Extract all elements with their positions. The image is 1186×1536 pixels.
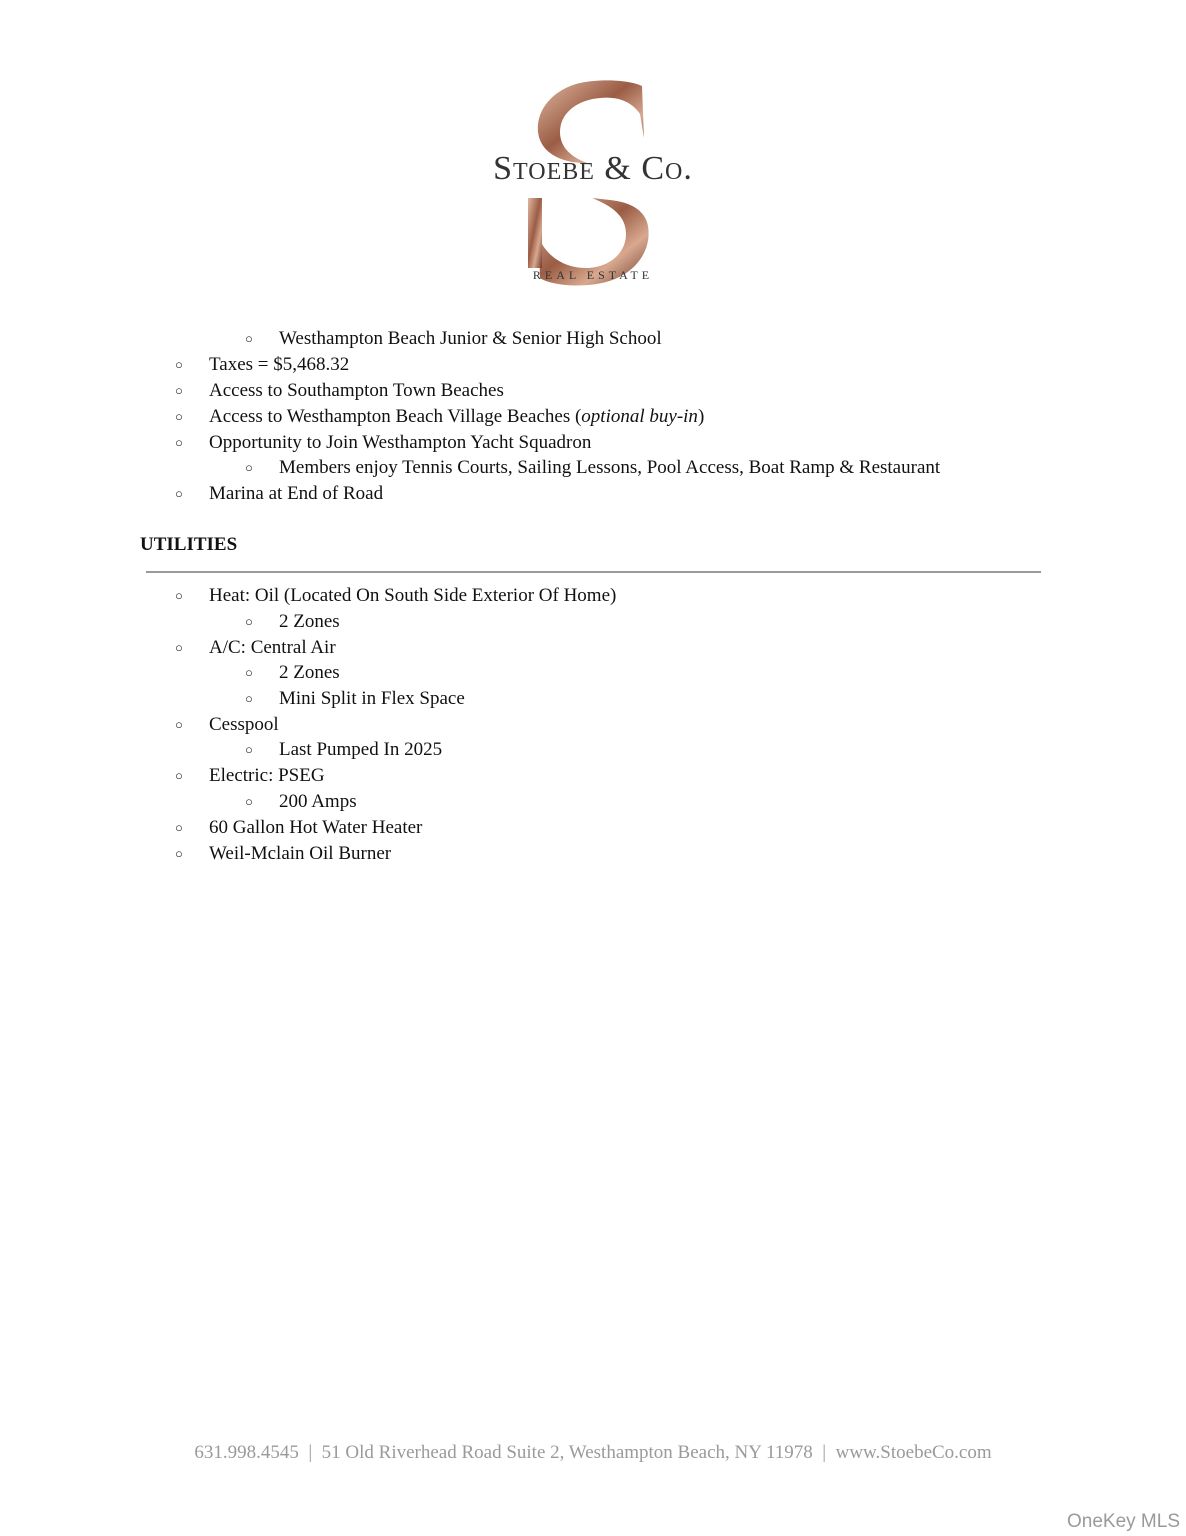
list-item: ○ 60 Gallon Hot Water Heater xyxy=(0,815,1186,841)
list-item: ○ Access to Southampton Town Beaches xyxy=(0,378,1186,404)
list-item: ○ Weil-Mclain Oil Burner xyxy=(0,841,1186,867)
list-item: ○ Access to Westhampton Beach Village Beaches (optional buy-in) xyxy=(0,404,1186,430)
bullet-icon: ○ xyxy=(245,794,253,809)
mls-watermark: OneKey MLS xyxy=(1067,1511,1180,1532)
bullet-icon: ○ xyxy=(175,846,183,861)
list-item: ○ Electric: PSEG xyxy=(0,763,1186,789)
bullet-icon: ○ xyxy=(175,357,183,372)
bullet-icon: ○ xyxy=(245,665,253,680)
bullet-icon: ○ xyxy=(245,460,253,475)
list-item: ○ Marina at End of Road xyxy=(0,481,1186,507)
logo-subtitle: REAL ESTATE xyxy=(532,268,654,282)
list-item: ○ Cesspool xyxy=(0,712,1186,738)
logo-company-name: Stoebe & Co. xyxy=(493,150,693,187)
bullet-icon: ○ xyxy=(175,768,183,783)
list-item: ○ Westhampton Beach Junior & Senior High School xyxy=(0,326,1186,352)
list-item: ○ Opportunity to Join Westhampton Yacht Squadron xyxy=(0,430,1186,456)
page-footer: 631.998.4545 | 51 Old Riverhead Road Suite 2, Westhampton Beach, NY 11978 | www.StoebeCo.com xyxy=(194,1442,992,1463)
bullet-icon: ○ xyxy=(175,717,183,732)
list-item: ○ A/C: Central Air xyxy=(0,635,1186,661)
bullet-icon: ○ xyxy=(175,435,183,450)
bullet-icon: ○ xyxy=(175,588,183,603)
bullet-icon: ○ xyxy=(175,486,183,501)
list-item: ○ Heat: Oil (Located On South Side Exterior Of Home) xyxy=(0,583,1186,609)
list-item: ○ 2 Zones xyxy=(0,660,1186,686)
bullet-icon: ○ xyxy=(245,614,253,629)
list-item: ○ Last Pumped In 2025 xyxy=(0,737,1186,763)
bullet-icon: ○ xyxy=(175,820,183,835)
bullet-icon: ○ xyxy=(245,331,253,346)
bullet-icon: ○ xyxy=(175,383,183,398)
list-item: ○ Members enjoy Tennis Courts, Sailing Lessons, Pool Access, Boat Ramp & Restaurant xyxy=(0,455,1186,481)
company-logo xyxy=(480,78,706,290)
list-item: ○ Mini Split in Flex Space xyxy=(0,686,1186,712)
bullet-icon: ○ xyxy=(245,742,253,757)
section-heading: UTILITIES xyxy=(140,534,238,555)
list-item: ○ 200 Amps xyxy=(0,789,1186,815)
list-item: ○ Taxes = $5,468.32 xyxy=(0,352,1186,378)
bullet-icon: ○ xyxy=(175,409,183,424)
bullet-icon: ○ xyxy=(245,691,253,706)
list-item: ○ 2 Zones xyxy=(0,609,1186,635)
bullet-icon: ○ xyxy=(175,640,183,655)
section-divider xyxy=(146,571,1041,573)
